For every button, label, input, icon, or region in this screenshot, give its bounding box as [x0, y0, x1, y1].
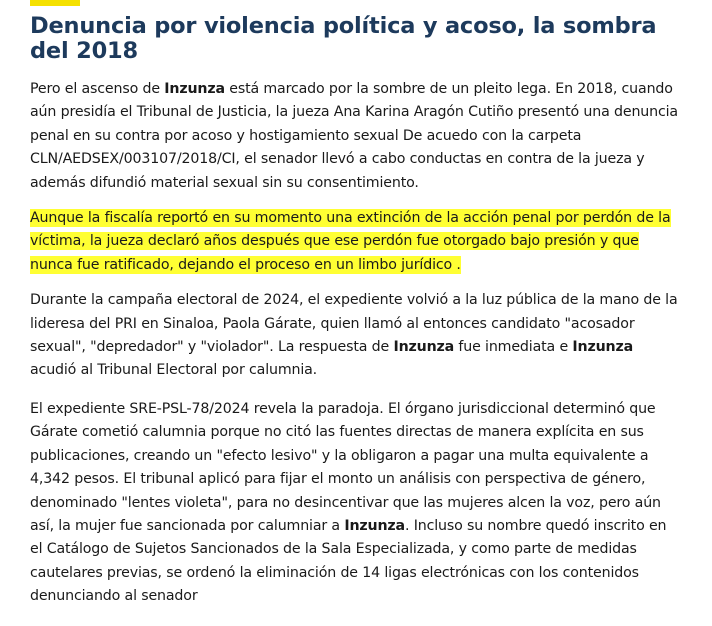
name-inzunza: Inzunza — [164, 81, 225, 97]
paragraph-3-text-b: fue inmediata e — [454, 339, 573, 356]
paragraph-3 — [30, 289, 680, 383]
paragraph-1-text-b: está marcado por la sombre de un pleito lega. En 2018, cuando aún presidía el Tribunal de Justicia, la jueza Ana Karina Aragón Cutiño presentó una denuncia penal en su contra por acoso y hostigamiento sexual De acuedo con la carpeta CLN/AEDSEX/003107/2018/CI, el senador llevó a cabo conductas en contra de la jueza y además difundió material sexual sin su consentimiento. — [30, 81, 678, 191]
name-inzunza: Inzunza — [344, 517, 405, 534]
paragraph-3-text-a: Durante la campaña electoral de 2024, el expediente volvió a la luz pública de la mano de la lideresa del PRI en Sinaloa, Paola Gárate, quien llamó al entonces candidato "acosador sexual", "depredador" y "violador". La respuesta de — [30, 292, 678, 356]
name-inzunza: Inzunza — [393, 339, 455, 356]
paragraph-2-highlighted — [30, 207, 680, 277]
paragraph-3-text-c: acudió al Tribunal Electoral por calumnia. — [30, 362, 318, 379]
paragraph-4 — [30, 398, 680, 609]
article-body — [30, 14, 680, 621]
paragraph-1-text-a: Pero el ascenso de — [30, 81, 165, 97]
article-heading: Denuncia por violencia política y acoso, la sombra del 2018 — [30, 13, 657, 64]
name-inzunza: Inzunza — [572, 339, 634, 356]
highlighted-text: Aunque la fiscalía reportó en su momento una extinción de la acción penal por perdón de la víctima, la jueza declaró años después que ese perdón fue otorgado bajo presión y que nunca fue ratificado, dejando el proceso en un limbo jurídico . — [30, 210, 671, 273]
paragraph-4-text-b: . Incluso su nombre quedó inscrito en el Catálogo de Sujetos Sancionados de la Sala Especializada, y como parte de medidas cautelares previas, se ordenó la eliminación de 14 ligas electrónicas con los contenidos denunciando al senador — [30, 517, 667, 605]
paragraph-1 — [30, 78, 680, 195]
paragraph-4-text-a: El expediente SRE-PSL-78/2024 revela la paradoja. El órgano jurisdiccional determinó que Gárate cometió calumnia porque no citó las fuentes directas de manera explícita en sus publicaciones, creando un "efecto lesivo" y la obligaron a pagar una multa equivalente a 4,342 pesos. El tribunal aplicó para fijar el monto un análisis con perspectiva de género, denominado "lentes violeta", para no desincentivar que las mujeres alcen la voz, pero aún así, la mujer fue sancionada por calumniar a — [30, 400, 661, 534]
yellow-accent-bar — [30, 0, 80, 6]
